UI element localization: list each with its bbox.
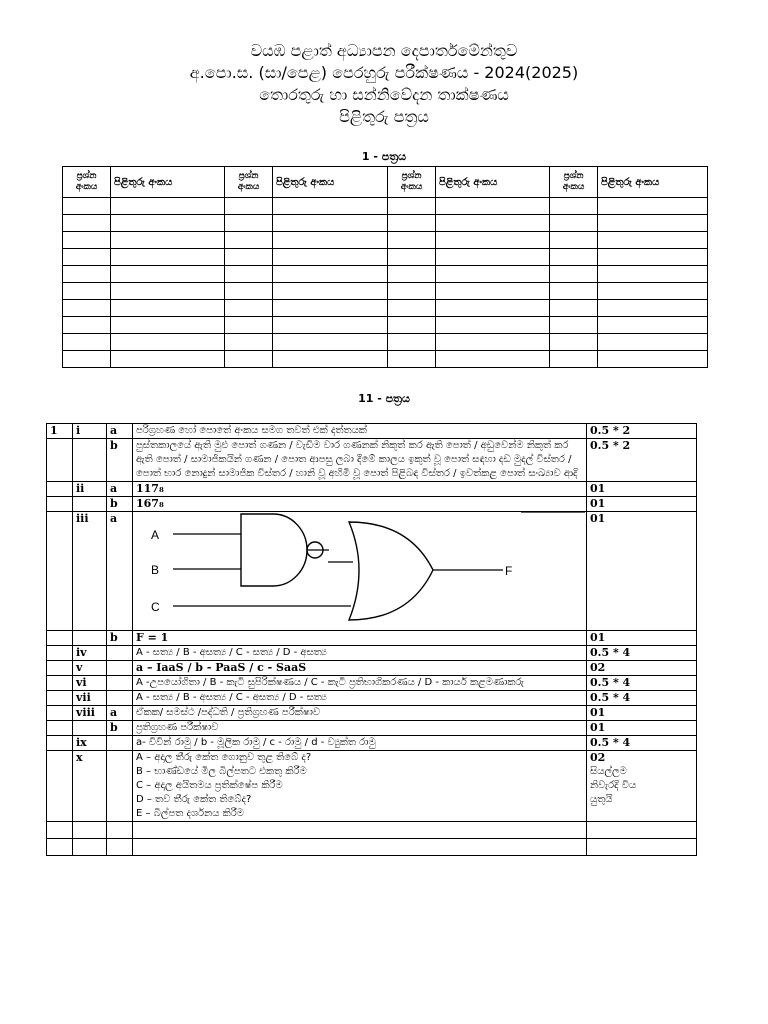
- nand-gate-shape: [241, 514, 307, 586]
- paper1-cell: [273, 300, 388, 317]
- sub-question-roman: viii: [73, 706, 107, 721]
- paper2-row: [47, 646, 697, 661]
- question-number: [47, 482, 73, 497]
- sub-question-roman: iii: [73, 512, 107, 631]
- paper1-cell: [225, 317, 273, 334]
- paper1-cell: [225, 215, 273, 232]
- mark-allocation: 01: [587, 497, 697, 512]
- paper1-empty-row: [63, 351, 708, 368]
- paper1-cell: [63, 232, 111, 249]
- sub-question-roman: ix: [73, 736, 107, 751]
- paper1-cell: [598, 283, 708, 300]
- sub-question-roman: [73, 721, 107, 736]
- mark-note-line: 02: [590, 751, 606, 764]
- sub-question-letter: [107, 646, 133, 661]
- question-number: [47, 706, 73, 721]
- mark-allocation: [587, 751, 697, 822]
- paper1-cell: [111, 232, 225, 249]
- paper1-cell: [598, 215, 708, 232]
- flowchart-answer-line: E – බිල්පත දර්ශනය කිරීම: [136, 808, 244, 819]
- subject-name: තොරතුරු හා සන්නිවේදන තාක්ෂණය: [259, 85, 509, 104]
- paper1-cell: [63, 198, 111, 215]
- paper1-cell: [436, 215, 550, 232]
- sub-question-roman: vii: [73, 691, 107, 706]
- mark-note-line: සියල්ලම: [590, 766, 627, 777]
- sub-question-roman: [73, 631, 107, 646]
- answer-cell: F = 1: [133, 631, 587, 646]
- sub-question-roman: [73, 497, 107, 512]
- paper1-cell: [550, 232, 598, 249]
- paper1-cell: [111, 317, 225, 334]
- flowchart-answer-line: D – තව තීරු කේත තිබේද?: [136, 794, 252, 805]
- paper1-cell: [550, 300, 598, 317]
- empty-cell: [107, 822, 133, 839]
- or-gate-shape: [349, 522, 433, 620]
- paper1-cell: [598, 232, 708, 249]
- paper1-cell: [598, 249, 708, 266]
- answer-cell: A - සත්‍ය / B - අසත්‍ය / C - සත්‍ය / D - අසත්‍ය: [133, 646, 587, 661]
- answer-cell: A - සත්‍ය / B - අසත්‍ය / C - අසත්‍ය / D - සත්‍ය: [133, 691, 587, 706]
- sub-question-roman: v: [73, 661, 107, 676]
- sub-question-roman: x: [73, 751, 107, 822]
- mark-allocation: 02: [587, 661, 697, 676]
- column-header-question: ප්‍රශ්න අංකය: [63, 167, 111, 198]
- sub-question-letter: [107, 676, 133, 691]
- column-header-answer: පිළිතුරු අංකය: [436, 167, 550, 198]
- flowchart-answer-line: A – අදාල තීරු කේත ගොනුව තුළ තිබේ ද?: [136, 752, 312, 763]
- question-number: [47, 736, 73, 751]
- sub-question-letter: a: [107, 512, 133, 631]
- paper1-answer-grid: [62, 166, 708, 368]
- flowchart-answer-line: B – භාණ්ඩයේ මිල බිල්පතට එකතු කිරීම: [136, 766, 307, 777]
- question-number: [47, 691, 73, 706]
- paper1-cell: [436, 351, 550, 368]
- paper1-cell: [388, 266, 436, 283]
- paper1-cell: [550, 266, 598, 283]
- question-number: [47, 721, 73, 736]
- paper1-cell: [225, 232, 273, 249]
- paper1-cell: [63, 249, 111, 266]
- answer-cell: a – IaaS / b - PaaS / c - SaaS: [133, 661, 587, 676]
- mark-allocation: 0.5 * 4: [587, 646, 697, 661]
- mark-allocation: 0.5 * 4: [587, 676, 697, 691]
- paper2-row: [47, 706, 697, 721]
- paper1-cell: [111, 215, 225, 232]
- paper1-title: 1 - පත්‍රය: [361, 150, 407, 163]
- paper1-empty-row: [63, 232, 708, 249]
- question-number: [47, 751, 73, 822]
- paper1-cell: [225, 334, 273, 351]
- mark-note-line: යුතුයි: [590, 794, 613, 805]
- paper1-cell: [225, 300, 273, 317]
- sub-question-letter: [107, 736, 133, 751]
- paper1-cell: [388, 334, 436, 351]
- paper1-cell: [388, 300, 436, 317]
- paper1-header-row: [63, 167, 708, 198]
- paper1-cell: [436, 198, 550, 215]
- question-number: [47, 661, 73, 676]
- paper2-row: [47, 512, 697, 631]
- sub-question-letter: [107, 751, 133, 822]
- paper2-empty-row: [47, 822, 697, 839]
- sub-question-roman: iv: [73, 646, 107, 661]
- paper1-cell: [550, 317, 598, 334]
- paper1-cell: [598, 334, 708, 351]
- question-number: [47, 497, 73, 512]
- paper1-cell: [436, 266, 550, 283]
- gate-label: B: [151, 563, 160, 577]
- mark-allocation: 0.5 * 2: [587, 439, 697, 482]
- sub-question-letter: [107, 691, 133, 706]
- paper1-cell: [111, 283, 225, 300]
- sub-question-roman: ii: [73, 482, 107, 497]
- paper1-cell: [63, 266, 111, 283]
- question-number: [47, 676, 73, 691]
- paper1-cell: [63, 317, 111, 334]
- answer-cell: පරිග්‍රහණ හෝ පොතේ අංකය සමග තවත් එක් දත්තයක්: [133, 424, 587, 439]
- exam-name: අ.පො.ස. (සා/පෙළ) පෙරහුරු පරීක්ෂණය - 2024(2025): [189, 63, 579, 82]
- paper1-cell: [436, 249, 550, 266]
- paper1-empty-row: [63, 266, 708, 283]
- paper1-cell: [273, 249, 388, 266]
- answer-cell: පුස්තකාලයේ ඇති මුළු පොත් ගණන / වැඩිම වාර ගණනක් නිකුත් කර ඇති පොත් / අඩුවෙන්ම නිකුත් කර ඇති පොත් / සාමාජිකයින් ගණන / පොත ආපසු ලබා දීමේ කාලය ඉකුත් වූ පොත් සඳහා දඩ මුදල් විස්තර /පොත් භාර නොදුන් සාමාජික විස්තර / හානි වූ අහිමි වූ පොත් පිළිබඳ විස්තර / ඉවත්කළ පොත් සංඛ්‍යාව ආදි: [133, 439, 587, 482]
- paper2-row: [47, 661, 697, 676]
- column-header-question: ප්‍රශ්න අංකය: [388, 167, 436, 198]
- question-number: 1: [47, 424, 73, 439]
- paper1-cell: [63, 283, 111, 300]
- mark-allocation: 0.5 * 2: [587, 424, 697, 439]
- gate-label: C: [151, 600, 160, 614]
- paper1-cell: [111, 334, 225, 351]
- paper1-cell: [63, 300, 111, 317]
- sub-question-letter: [107, 661, 133, 676]
- paper1-cell: [388, 249, 436, 266]
- question-number: [47, 439, 73, 482]
- paper1-cell: [63, 334, 111, 351]
- paper1-cell: [111, 300, 225, 317]
- paper1-cell: [388, 351, 436, 368]
- answer-cell: [133, 512, 587, 631]
- paper1-cell: [225, 266, 273, 283]
- answer-cell: ඒකක/ සමස්ථ /පද්ධති / ප්‍රතිග්‍රහණ පරීක්ෂාව: [133, 706, 587, 721]
- flowchart-answer-line: C – අදාල අයිතමය ප්‍රතික්ෂේප කිරීම: [136, 780, 283, 791]
- question-number: [47, 631, 73, 646]
- empty-cell: [47, 822, 73, 839]
- paper1-cell: [550, 215, 598, 232]
- mark-allocation: 01: [587, 721, 697, 736]
- paper1-cell: [388, 215, 436, 232]
- paper1-cell: [436, 232, 550, 249]
- paper1-empty-row: [63, 317, 708, 334]
- logic-gate-diagram: [133, 512, 585, 630]
- paper2-row: [47, 631, 697, 646]
- paper1-cell: [273, 215, 388, 232]
- empty-cell: [587, 822, 697, 839]
- paper1-cell: [436, 300, 550, 317]
- mark-allocation: 01: [587, 512, 697, 631]
- paper1-cell: [550, 249, 598, 266]
- empty-cell: [73, 839, 107, 856]
- paper1-cell: [388, 283, 436, 300]
- paper2-title: 11 - පත්‍රය: [358, 392, 410, 405]
- paper1-cell: [225, 198, 273, 215]
- mark-allocation: 01: [587, 482, 697, 497]
- paper1-cell: [111, 266, 225, 283]
- paper1-cell: [598, 266, 708, 283]
- sub-question-roman: vi: [73, 676, 107, 691]
- empty-cell: [47, 839, 73, 856]
- paper1-cell: [550, 334, 598, 351]
- paper1-cell: [273, 334, 388, 351]
- paper2-row: [47, 691, 697, 706]
- answer-cell: ප්‍රතිග්‍රහණ පරීක්ෂාව: [133, 721, 587, 736]
- paper1-cell: [388, 317, 436, 334]
- answer-cell: [133, 751, 587, 822]
- mark-note-line: නිවැරදි විය: [590, 780, 637, 791]
- paper1-cell: [550, 198, 598, 215]
- paper1-cell: [273, 266, 388, 283]
- question-number: [47, 646, 73, 661]
- paper1-cell: [436, 334, 550, 351]
- column-header-answer: පිළිතුරු අංකය: [598, 167, 708, 198]
- paper1-empty-row: [63, 300, 708, 317]
- paper1-empty-row: [63, 283, 708, 300]
- answer-cell: a- විවින් රාමු / b - මූලික රාමු / c - රාමු / d - ව්‍යුක්ත රාමු: [133, 736, 587, 751]
- sub-question-roman: i: [73, 424, 107, 439]
- paper1-cell: [550, 351, 598, 368]
- paper1-cell: [63, 215, 111, 232]
- sub-question-letter: b: [107, 721, 133, 736]
- answer-cell: 117₈: [133, 482, 587, 497]
- paper1-cell: [436, 317, 550, 334]
- paper1-cell: [598, 351, 708, 368]
- empty-cell: [133, 839, 587, 856]
- sub-question-letter: b: [107, 497, 133, 512]
- paper1-cell: [225, 249, 273, 266]
- paper1-cell: [388, 232, 436, 249]
- paper1-cell: [111, 351, 225, 368]
- paper2-row: [47, 721, 697, 736]
- paper1-cell: [273, 198, 388, 215]
- paper1-cell: [111, 198, 225, 215]
- mark-allocation: 01: [587, 631, 697, 646]
- document-title: පිළිතුරු පත්‍රය: [339, 107, 429, 126]
- paper1-cell: [273, 317, 388, 334]
- paper1-cell: [111, 249, 225, 266]
- paper1-cell: [436, 283, 550, 300]
- paper1-cell: [225, 351, 273, 368]
- column-header-answer: පිළිතුරු අංකය: [273, 167, 388, 198]
- gate-label: F: [505, 564, 513, 578]
- paper1-cell: [550, 283, 598, 300]
- paper1-cell: [273, 232, 388, 249]
- sub-question-letter: a: [107, 482, 133, 497]
- empty-cell: [107, 839, 133, 856]
- paper2-row: [47, 482, 697, 497]
- paper1-cell: [273, 283, 388, 300]
- mark-allocation: 01: [587, 706, 697, 721]
- paper2-row: [47, 736, 697, 751]
- sub-question-roman: [73, 439, 107, 482]
- department-name: වයඹ පළාත් අධ්‍යාපන දෙපාර්තමේන්තුව: [250, 41, 518, 60]
- paper1-empty-row: [63, 215, 708, 232]
- paper1-cell: [273, 351, 388, 368]
- empty-cell: [133, 822, 587, 839]
- column-header-answer: පිළිතුරු අංකය: [111, 167, 225, 198]
- paper1-empty-row: [63, 249, 708, 266]
- paper1-cell: [225, 283, 273, 300]
- paper1-empty-row: [63, 334, 708, 351]
- paper2-answer-table: [46, 423, 697, 856]
- paper1-cell: [598, 198, 708, 215]
- paper1-cell: [388, 198, 436, 215]
- paper2-empty-row: [47, 839, 697, 856]
- paper2-row: [47, 439, 697, 482]
- sub-question-letter: b: [107, 439, 133, 482]
- column-header-question: ප්‍රශ්න අංකය: [225, 167, 273, 198]
- mark-allocation: 0.5 * 4: [587, 691, 697, 706]
- paper1-cell: [598, 317, 708, 334]
- paper2-row: [47, 676, 697, 691]
- paper2-row: [47, 497, 697, 512]
- paper2-row: [47, 424, 697, 439]
- sub-question-letter: a: [107, 424, 133, 439]
- mark-allocation: 0.5 * 4: [587, 736, 697, 751]
- column-header-question: ප්‍රශ්න අංකය: [550, 167, 598, 198]
- question-number: [47, 512, 73, 631]
- empty-cell: [73, 822, 107, 839]
- document-header: [0, 40, 768, 128]
- sub-question-letter: a: [107, 706, 133, 721]
- paper1-empty-row: [63, 198, 708, 215]
- answer-cell: 167₈: [133, 497, 587, 512]
- gate-label: A: [151, 528, 160, 542]
- answer-cell: A -උපයෝගිතා / B - කැටි සුපිරික්ෂණය / C - කැටි ප්‍රතිභාගිකරණය / D - කාර්ය කළමණාකරු: [133, 676, 587, 691]
- paper1-cell: [598, 300, 708, 317]
- paper2-row: [47, 751, 697, 822]
- sub-question-letter: b: [107, 631, 133, 646]
- paper1-cell: [63, 351, 111, 368]
- empty-cell: [587, 839, 697, 856]
